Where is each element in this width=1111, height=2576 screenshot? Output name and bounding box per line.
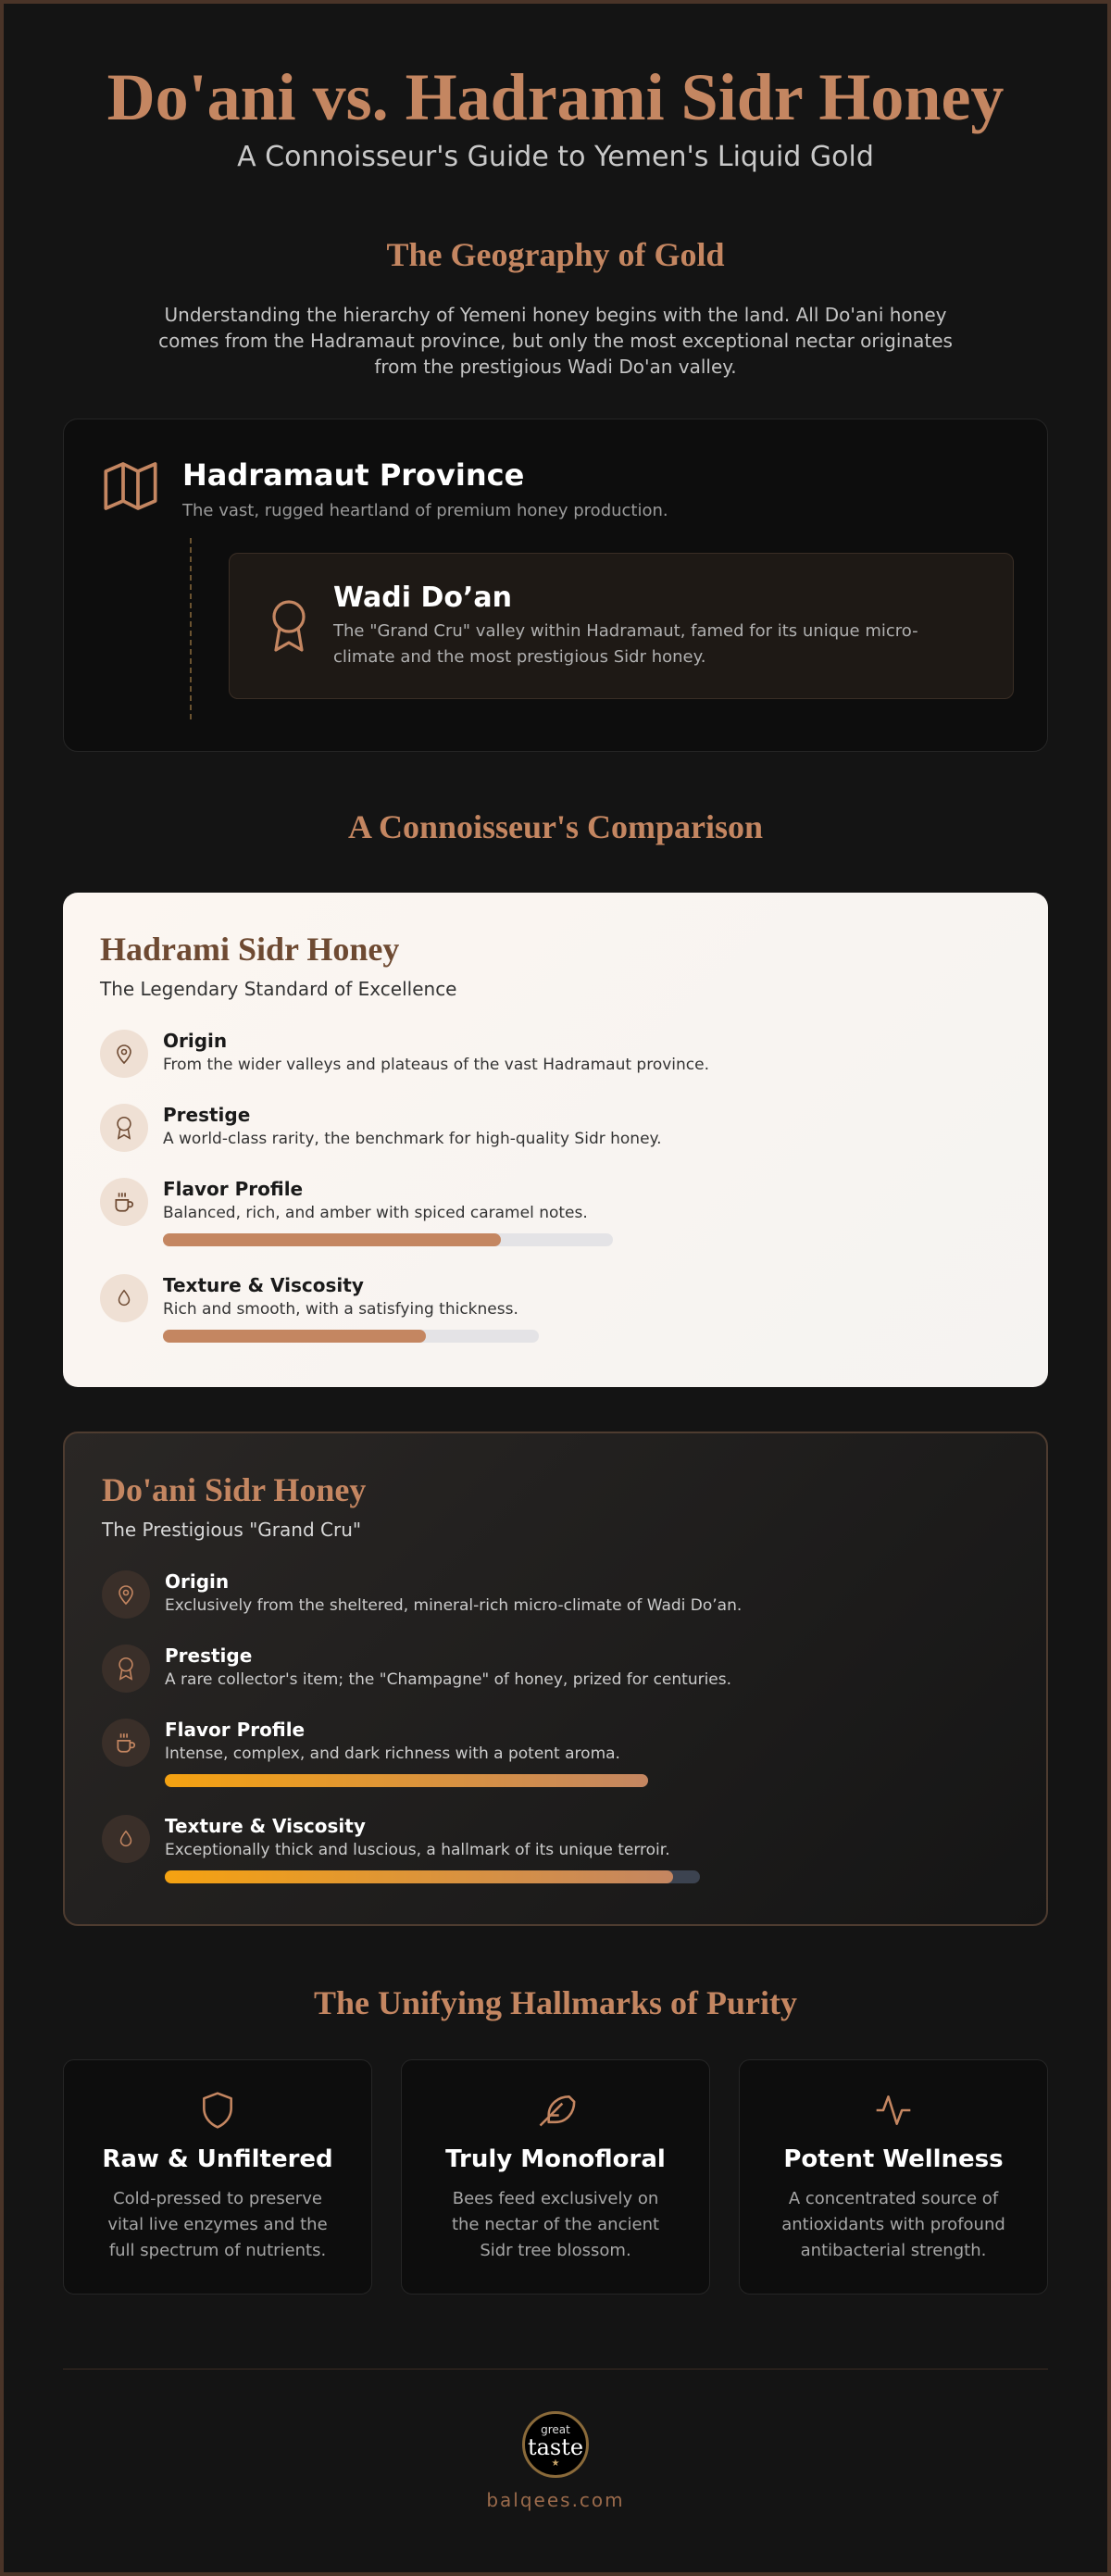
hallmark-title: Truly Monofloral [445, 2145, 666, 2173]
hadrami-flavor [100, 1178, 613, 1246]
doani-texture [102, 1815, 700, 1883]
doani-title: Do'ani Sidr Honey [102, 1471, 367, 1508]
texture-level-fill [163, 1330, 426, 1343]
hierarchy-connector [190, 538, 192, 719]
doani-tagline: The Prestigious "Grand Cru" [102, 1519, 362, 1541]
footer-divider [63, 2369, 1048, 2370]
badge-top-text: great [541, 2423, 570, 2436]
hallmark-title: Potent Wellness [783, 2145, 1004, 2173]
hallmark-desc: A concentrated source of antioxidants with profound antibacterial strength. [781, 2189, 1005, 2260]
feature-desc: A world-class rarity, the benchmark for high-quality Sidr honey. [163, 1130, 662, 1148]
hallmark-desc: Bees feed exclusively on the nectar of the ancient Sidr tree blossom. [451, 2189, 660, 2260]
great-taste-badge [522, 2411, 589, 2478]
texture-level-bar [163, 1330, 539, 1343]
feature-desc: From the wider valleys and plateaus of the vast Hadramaut province. [163, 1056, 709, 1074]
feature-desc: Exclusively from the sheltered, mineral-rich micro-climate of Wadi Do’an. [165, 1596, 743, 1615]
comparison-title: A Connoisseur's Comparison [347, 808, 764, 845]
feature-desc: Exceptionally thick and luscious, a hallmark of its unique terroir. [165, 1841, 670, 1859]
flavor-level-bar [163, 1233, 613, 1246]
hallmarks-title: The Unifying Hallmarks of Purity [313, 1984, 798, 2021]
flavor-level-fill [163, 1233, 501, 1246]
badge-star-icon: ★ [551, 2458, 560, 2469]
shield-icon [197, 2090, 238, 2131]
feature-label: Prestige [163, 1104, 251, 1126]
valley-card [229, 553, 1014, 699]
site-domain-link[interactable]: balqees.com [486, 2489, 625, 2511]
hallmark-title: Raw & Unfiltered [102, 2145, 333, 2173]
feature-label: Texture & Viscosity [165, 1815, 366, 1837]
feature-label: Origin [165, 1570, 230, 1593]
hadrami-tagline: The Legendary Standard of Excellence [100, 978, 457, 1000]
award-icon [116, 1657, 136, 1681]
page-title: Do'ani vs. Hadrami Sidr Honey [106, 60, 1005, 134]
badge-main-text: taste [527, 2434, 584, 2460]
flavor-level-bar [165, 1774, 648, 1787]
feature-desc: Intense, complex, and dark richness with a potent aroma. [165, 1744, 620, 1763]
droplet-icon [116, 1828, 136, 1850]
doani-flavor [102, 1719, 648, 1787]
province-name: Hadramaut Province [182, 457, 525, 493]
map-icon [101, 456, 160, 516]
droplet-icon [114, 1287, 134, 1309]
hallmark-card-raw [63, 2059, 372, 2295]
doani-origin [102, 1570, 742, 1619]
feature-label: Texture & Viscosity [163, 1274, 364, 1296]
hallmark-desc: Cold-pressed to preserve vital live enzymes and the full spectrum of nutrients. [107, 2189, 328, 2260]
feature-desc: A rare collector's item; the "Champagne" of honey, prized for centuries. [165, 1670, 732, 1689]
texture-level-fill [165, 1870, 673, 1883]
feature-desc: Rich and smooth, with a satisfying thickness. [163, 1300, 518, 1319]
hadrami-card [63, 893, 1048, 1387]
feature-label: Flavor Profile [163, 1178, 304, 1200]
feature-desc: Balanced, rich, and amber with spiced caramel notes. [163, 1204, 588, 1222]
province-desc: The vast, rugged heartland of premium honey production. [182, 501, 668, 520]
geography-intro: Understanding the hierarchy of Yemeni honey begins with the land. All Do'ani honey comes from the Hadramaut province, but only the most exceptional nectar originates from the prestigious Wadi Do'an valley. [158, 304, 953, 378]
award-icon [114, 1116, 134, 1140]
feature-label: Flavor Profile [165, 1719, 306, 1741]
activity-icon [873, 2090, 914, 2131]
hallmark-card-monofloral [401, 2059, 710, 2295]
hadrami-texture [100, 1274, 539, 1343]
valley-desc: The "Grand Cru" valley within Hadramaut, famed for its unique micro-climate and the most prestigious Sidr honey. [333, 621, 918, 667]
hadrami-title: Hadrami Sidr Honey [100, 931, 400, 968]
coffee-cup-icon [114, 1731, 138, 1755]
province-row [101, 456, 668, 520]
coffee-cup-icon [112, 1190, 136, 1214]
valley-name: Wadi Do’an [333, 581, 512, 614]
flavor-level-fill [165, 1774, 648, 1787]
geography-panel [63, 419, 1048, 752]
doani-prestige [102, 1644, 731, 1693]
hadrami-origin [100, 1030, 709, 1078]
page-subtitle: A Connoisseur's Guide to Yemen's Liquid Gold [237, 141, 874, 173]
texture-level-bar [165, 1870, 700, 1883]
hadrami-prestige [100, 1104, 662, 1152]
hallmark-card-wellness [739, 2059, 1048, 2295]
map-pin-icon [113, 1043, 135, 1065]
geography-title: The Geography of Gold [386, 236, 725, 273]
award-icon [267, 598, 311, 654]
doani-card [63, 1432, 1048, 1926]
feature-label: Origin [163, 1030, 228, 1052]
map-pin-icon [115, 1583, 137, 1606]
feather-icon [535, 2090, 576, 2131]
feature-label: Prestige [165, 1644, 253, 1667]
